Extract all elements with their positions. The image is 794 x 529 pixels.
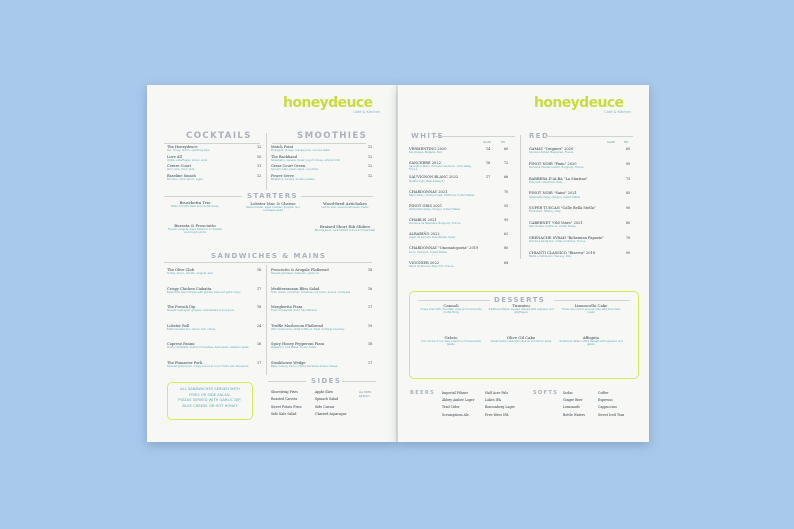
item-name: Baseline Smash bbox=[167, 173, 196, 178]
item-description: Shaved parmesan, balsamic, garlic oil bbox=[271, 272, 319, 276]
section-title-white: WHITE bbox=[411, 132, 444, 140]
item-description: Lemon aioli, shaved parmesan, herbs bbox=[321, 206, 369, 210]
item-name: Prosciutto & Arugula Flatbread bbox=[271, 268, 329, 272]
item-price: 17 bbox=[257, 360, 262, 365]
item-price: 24 bbox=[257, 323, 262, 328]
item-description: Butter-toasted bun, lemon aioli, chives bbox=[167, 327, 216, 331]
side-item: Side Caesar bbox=[315, 404, 335, 409]
wine-item bbox=[409, 147, 479, 154]
side-item: Roasted Carrots bbox=[271, 397, 298, 402]
wine-name: CHARDONNAY 2021 bbox=[409, 189, 448, 194]
dessert-item bbox=[558, 336, 624, 346]
wine-glass-price: 18 bbox=[486, 161, 491, 166]
section-title-red: RED bbox=[529, 132, 550, 140]
dessert-item bbox=[488, 336, 554, 343]
item-name: Lobster Roll bbox=[167, 323, 190, 328]
item-name: Braised Short Rib Sliders bbox=[319, 224, 371, 229]
wine-name: SUPER TUSCAN "Calle Bella Stella" bbox=[529, 206, 596, 211]
wine-bottle-price: 80 bbox=[504, 246, 509, 251]
item-name: Burrata & Prosciutto bbox=[174, 223, 216, 228]
item-name: Wood-fired Artichokes bbox=[323, 201, 367, 206]
dessert-description: Three layer lemon sponge cake with limoncello cream bbox=[561, 308, 621, 315]
item-name: Spicy Honey Pepperoni Pizza bbox=[271, 342, 325, 346]
item-description: Buttermilk fried chicken with pickles, slaw and garlic mayo bbox=[167, 290, 241, 294]
wine-description: Domaine Santa Duc, Côtes du Rhône, France bbox=[529, 240, 586, 243]
dessert-description: Your choice of our daily selection of housemade gelato bbox=[421, 340, 481, 347]
drink-item: Sodas bbox=[563, 391, 573, 395]
item-name: Bruschetta Trio bbox=[179, 200, 211, 205]
drink-item: Abbey Amber Lager bbox=[442, 398, 475, 403]
item-name: Match Point bbox=[271, 145, 294, 149]
red-glass-label: GLASS bbox=[607, 141, 615, 144]
wine-description: Sauvignon Blanc, Domaine Vacheron, Loire Valley, France bbox=[409, 165, 472, 172]
item-name: Centre Court bbox=[167, 164, 192, 168]
item-description: Pepperoni, chili flakes, honey drizzle bbox=[271, 346, 317, 350]
drink-item: Half Acre Pale bbox=[485, 391, 509, 395]
wine-name: VERMENTINO 2020 bbox=[409, 147, 447, 151]
wine-name: ALBARIÑO 2022 bbox=[409, 232, 440, 237]
item-description: Pineapple, mango, orange juice, coconut water bbox=[271, 149, 330, 153]
menu-item bbox=[167, 305, 253, 312]
wine-bottle-price: 70 bbox=[626, 235, 631, 240]
side-item: Sweet Potato Fries bbox=[271, 404, 302, 409]
wine-description: Lioco, Carneros, United States bbox=[409, 250, 447, 254]
wine-bottle-price: 90 bbox=[626, 206, 631, 211]
starter-item bbox=[315, 202, 375, 209]
side-item: Charred Asparagus bbox=[315, 412, 347, 417]
wine-description: Domaine de Malandes, Burgundy, France bbox=[409, 222, 461, 226]
menu-item bbox=[167, 361, 253, 368]
dessert-item bbox=[558, 304, 624, 314]
wine-bottle-price: 55 bbox=[504, 203, 509, 208]
wine-name: CHABLIS 2021 bbox=[409, 218, 437, 222]
wine-bottle-price: 80 bbox=[626, 221, 631, 225]
wine-description: Badia a Coltibuono, Tuscany, Italy bbox=[529, 254, 572, 258]
menu-item bbox=[167, 164, 253, 171]
item-name: Mediterranean Bliss Salad bbox=[271, 286, 320, 291]
wine-description: Rià Venisse, Bulgaria, Italy bbox=[409, 151, 443, 155]
wine-item bbox=[529, 206, 604, 213]
item-price: 18 bbox=[257, 305, 262, 309]
starter-item bbox=[165, 201, 225, 208]
wine-bottle-price: 90 bbox=[626, 161, 631, 166]
menu-item bbox=[167, 174, 253, 181]
wine-description: Blend de Bonnes, Pays d'Oc, France bbox=[409, 264, 454, 268]
sides-price-note: ALL SIDES bbox=[359, 391, 372, 394]
wine-name: SANCERRE 2022 bbox=[409, 161, 441, 166]
wine-name: PINOT NOIR "Fixin" 2020 bbox=[529, 161, 577, 166]
wine-bottle-price: 72 bbox=[504, 161, 509, 166]
item-name: The French Dip bbox=[167, 305, 196, 309]
item-price: 18 bbox=[368, 268, 373, 272]
item-price: 10 bbox=[257, 154, 262, 159]
item-name: Power Serve bbox=[271, 173, 294, 178]
dessert-description: Traditional Italian coffee dessert with espresso and gelato bbox=[559, 340, 623, 347]
wine-bottle-price: 75 bbox=[626, 176, 631, 181]
logo-wordmark: honeydeuce bbox=[534, 95, 624, 111]
dessert-description: Sweet butter cake with olive oil and lemon glaze bbox=[490, 340, 552, 344]
section-title-softs: SOFTS bbox=[533, 390, 559, 396]
dessert-name: Gelato bbox=[444, 335, 458, 340]
item-price: 12 bbox=[368, 154, 373, 159]
wine-item bbox=[529, 221, 604, 228]
red-bottle-label: BTL bbox=[624, 141, 629, 144]
menu-item bbox=[167, 268, 253, 275]
item-price: 19 bbox=[368, 323, 373, 328]
menu-item bbox=[271, 164, 357, 171]
item-description: Wild mushrooms, white truffle oil, fresh ricotta & rosemary bbox=[271, 327, 345, 331]
side-item: Shoestring Fries bbox=[271, 390, 298, 394]
item-name: Grass Court Green bbox=[271, 164, 306, 168]
drink-item: Bottle Waters bbox=[563, 412, 585, 417]
wine-bottle-price: 95 bbox=[504, 218, 509, 222]
menu-item bbox=[167, 155, 253, 162]
item-name: Crispy Chicken Ciabatta bbox=[167, 286, 212, 291]
section-title-mains: SANDWICHES & MAINS bbox=[211, 252, 327, 260]
menu-item bbox=[167, 342, 253, 349]
item-description: Shaved roast beef, gruyère, caramelized onions & jus bbox=[167, 309, 235, 313]
wine-item bbox=[409, 218, 479, 225]
wine-item bbox=[409, 261, 479, 268]
item-description: Spinach, kale, green apple, cucumber bbox=[271, 168, 319, 172]
sides-price-note: $8 EACH bbox=[359, 395, 370, 398]
wine-description: Domaine Charles Audoin, Burgundy, France bbox=[529, 166, 584, 169]
starter-item bbox=[312, 225, 378, 232]
item-price: 12 bbox=[368, 164, 373, 168]
wine-bottle-price: 62 bbox=[504, 232, 509, 237]
menu-page-left bbox=[147, 85, 396, 442]
item-description: Brioche buns, caramelized onions & horseradish bbox=[314, 229, 376, 233]
menu-item bbox=[167, 324, 253, 331]
item-price: 16 bbox=[368, 286, 373, 291]
item-price: 12 bbox=[368, 173, 373, 178]
sandwich-note bbox=[168, 387, 252, 409]
item-description: Bourbon, mint, lemon, sugar bbox=[167, 177, 203, 181]
wine-description: Paso Robles, California, United States bbox=[529, 225, 576, 229]
note-line: FRIES OR SIDE SALAD. bbox=[189, 392, 231, 397]
section-title-sides: SIDES bbox=[311, 377, 342, 385]
dessert-item bbox=[418, 336, 484, 346]
wine-description: Marlborough, New Zealand bbox=[409, 179, 443, 183]
side-item: Side Kale Salad bbox=[271, 412, 297, 417]
item-description: Fresh mozzarella, heirloom tomatoes, basil pesto, balsamic glaze bbox=[167, 346, 249, 350]
menu-item bbox=[271, 287, 357, 294]
side-item: Spinach Salad bbox=[315, 397, 339, 402]
wine-description: Domaine Bulliat, Beaujolais, France bbox=[529, 151, 574, 155]
wine-name: CHIANTI CLASSICO "Riserva" 2018 bbox=[529, 250, 596, 255]
menu-page-right bbox=[398, 85, 649, 442]
starter-item bbox=[242, 202, 304, 212]
drink-item: Bonsonberg Lager bbox=[485, 405, 515, 410]
drink-item: Free Wave IPA bbox=[485, 412, 509, 417]
item-price: 11 bbox=[257, 164, 262, 168]
section-title-smoothies: SMOOTHIES bbox=[297, 131, 368, 141]
wine-description: Willamette Valley, Oregon, United States bbox=[409, 208, 461, 211]
item-description: Fig jam, arugula, aged balsamic on toasted sourdough points bbox=[167, 228, 223, 235]
dessert-name: Cannoli bbox=[443, 303, 459, 308]
drink-item: Trail Cider bbox=[442, 405, 460, 410]
wine-item bbox=[409, 190, 479, 197]
drink-item: Imperial Pilsner bbox=[442, 391, 468, 395]
menu-item bbox=[271, 324, 357, 331]
item-description: Gin, honey, lemon, sparkling wine bbox=[167, 149, 210, 153]
item-name: Lobster Mac & Cheese bbox=[250, 201, 296, 206]
item-name: Caprese Panini bbox=[167, 342, 195, 346]
item-price: 17 bbox=[257, 286, 262, 291]
drink-item: Scrumptious Ale bbox=[442, 412, 469, 417]
dessert-item bbox=[418, 304, 484, 314]
item-name: The Olive Club bbox=[167, 268, 195, 272]
logo-tagline: Café & Kitchen bbox=[604, 110, 631, 114]
logo-tagline: Café & Kitchen bbox=[353, 110, 380, 114]
wine-bottle-price: 60 bbox=[504, 147, 509, 151]
item-description: Blueberry, banana, protein powder bbox=[271, 177, 315, 181]
sandwich-note-box bbox=[167, 382, 253, 420]
dessert-item bbox=[488, 304, 554, 314]
wine-bottle-price: 90 bbox=[626, 250, 631, 255]
wine-item bbox=[409, 175, 479, 182]
wine-name: GRENACHE SYRAH "Bohemian Papaste" bbox=[529, 235, 604, 240]
item-price: 12 bbox=[368, 145, 373, 149]
menu-item bbox=[271, 305, 357, 312]
item-description: Fresh mozzarella, basil, San Marzano bbox=[271, 309, 318, 313]
wine-name: PINOT NOIR "Saint" 2021 bbox=[529, 191, 577, 196]
item-price: 17 bbox=[368, 360, 373, 365]
item-description: Smoked pulled pork, crispy onions and our Chef's own bbq sauce bbox=[167, 364, 249, 368]
wine-item bbox=[529, 191, 604, 198]
menu-item bbox=[167, 287, 253, 294]
wine-item bbox=[409, 246, 479, 253]
wine-item bbox=[529, 251, 604, 258]
drink-item: Coffee bbox=[598, 391, 609, 395]
section-title-beers: BEERS bbox=[410, 390, 436, 396]
item-description: Rum, lime, mint, soda bbox=[167, 168, 195, 172]
wine-name: BARBERA D'ALBA "La Martina" bbox=[529, 176, 588, 181]
wine-item bbox=[409, 204, 479, 211]
wine-item bbox=[409, 232, 479, 239]
item-price: 12 bbox=[257, 145, 262, 149]
item-name: Steakhouse Wedge bbox=[271, 360, 306, 365]
wine-name: GAMAY "Origines" 2020 bbox=[529, 147, 574, 151]
dessert-name: Limoncello Cake bbox=[574, 303, 608, 308]
item-name: The Backhand bbox=[271, 154, 298, 159]
wine-name: CABERNET "Old Vines" 2021 bbox=[529, 221, 583, 225]
menu-item bbox=[271, 268, 357, 275]
wine-description: Lagar de Cervera, Rías Baixas, Spain bbox=[409, 236, 456, 240]
dessert-name: Affogato bbox=[582, 335, 600, 340]
menu-item bbox=[271, 361, 357, 368]
wine-bottle-price: 68 bbox=[504, 260, 509, 265]
wine-description: Napa Valley, Central Coast, California, United States bbox=[409, 193, 475, 197]
white-glass-label: GLASS bbox=[483, 141, 491, 144]
starter-item bbox=[165, 224, 225, 234]
wine-glass-price: 14 bbox=[486, 147, 491, 151]
item-name: Truffle Mushroom Flatbread bbox=[271, 323, 323, 328]
item-name: The Honeydeuce bbox=[167, 145, 198, 149]
wine-bottle-price: 65 bbox=[626, 147, 631, 151]
wine-bottle-price: 85 bbox=[626, 191, 631, 196]
menu-item bbox=[271, 155, 357, 162]
section-title-cocktails: COCKTAILS bbox=[186, 131, 252, 141]
item-price: 12 bbox=[257, 173, 262, 178]
wine-name: SAUVIGNON BLANC 2022 bbox=[409, 175, 459, 180]
logo-wordmark: honeydeuce bbox=[283, 95, 373, 111]
item-description: Baby iceberg, bacon, cherry tomatoes & blue cheese bbox=[271, 364, 338, 368]
menu-item bbox=[271, 145, 357, 152]
note-line: ALL SANDWICHES SERVED WITH bbox=[180, 387, 240, 391]
item-price: 18 bbox=[368, 342, 373, 346]
wine-bottle-price: 70 bbox=[504, 189, 509, 194]
brand-logo bbox=[534, 96, 631, 114]
item-price: 16 bbox=[257, 342, 262, 346]
menu-item bbox=[271, 342, 357, 349]
wine-bottle-price: 66 bbox=[504, 175, 509, 180]
drink-item: Ginger Beer bbox=[563, 398, 583, 403]
dessert-name: Olive Oil Cake bbox=[506, 335, 536, 340]
menu-item bbox=[167, 145, 253, 152]
section-title-desserts: DESSERTS bbox=[494, 296, 546, 304]
wine-name: VIOGNIER 2022 bbox=[409, 260, 440, 265]
item-description: Maine lobster, aged cheddar, gruyère, and cavatappi pasta bbox=[246, 206, 300, 213]
drink-item: Lemonade bbox=[563, 405, 580, 410]
drink-item: Espresso bbox=[598, 398, 613, 403]
item-price: 17 bbox=[368, 305, 373, 309]
wine-description: Broccardo, Piedmont, Italy bbox=[529, 180, 563, 184]
wine-description: Willamette Valley, Oregon, United States bbox=[529, 195, 581, 199]
drink-item: Lakes IPA bbox=[485, 398, 501, 403]
item-description: Feta, olives, cucumber, tomatoes, red onion, quinoa, chickpeas bbox=[271, 290, 351, 294]
note-line: BLUE CHEESE OR HOT HONEY bbox=[182, 403, 238, 408]
dessert-description: Traditional Italian layered dessert with espresso and ladyfingers bbox=[488, 308, 554, 315]
wine-item bbox=[529, 177, 604, 184]
note-line: PIZZAS SERVED WITH GARLIC DIP, bbox=[178, 398, 242, 403]
menu-item bbox=[271, 174, 357, 181]
white-bottle-label: BTL bbox=[501, 141, 506, 144]
item-name: The Pitmaster Pork bbox=[167, 360, 203, 365]
brand-logo bbox=[283, 96, 380, 114]
wine-description: Bruscarelli, Tuscany, Italy bbox=[529, 210, 561, 214]
item-description: Vodka, elderflower, lemon, soda bbox=[167, 158, 208, 162]
wine-item bbox=[529, 162, 604, 169]
item-price: 16 bbox=[257, 268, 262, 272]
item-description: Turkey, bacon, tomato, arugula, aioli bbox=[167, 272, 213, 276]
wine-item bbox=[409, 161, 479, 171]
wine-item bbox=[529, 147, 604, 154]
wine-glass-price: 17 bbox=[486, 175, 491, 180]
section-title-starters: STARTERS bbox=[247, 192, 298, 200]
dessert-description: Crispy shell with chocolate chips and homemade ricotta filling bbox=[420, 308, 482, 315]
item-description: Pesto, tomato, basil and ricotta honey bbox=[171, 205, 219, 209]
dessert-name: Tiramisu bbox=[512, 303, 530, 308]
item-name: Love All bbox=[167, 154, 182, 159]
side-item: Apple Slaw bbox=[315, 390, 334, 394]
wine-name: PINOT GRIS 2021 bbox=[409, 203, 443, 208]
drink-item: Sweet Iced Teas bbox=[598, 412, 625, 417]
drink-item: Cappuccino bbox=[598, 405, 618, 410]
item-name: Margherita Pizza bbox=[271, 305, 303, 309]
item-description: Strawberry, banana, Greek yogurt, honey, almond milk bbox=[271, 158, 341, 162]
wine-name: CHARDONNAY "Onomatopoeia" 2019 bbox=[409, 246, 479, 251]
wine-item bbox=[529, 236, 604, 243]
